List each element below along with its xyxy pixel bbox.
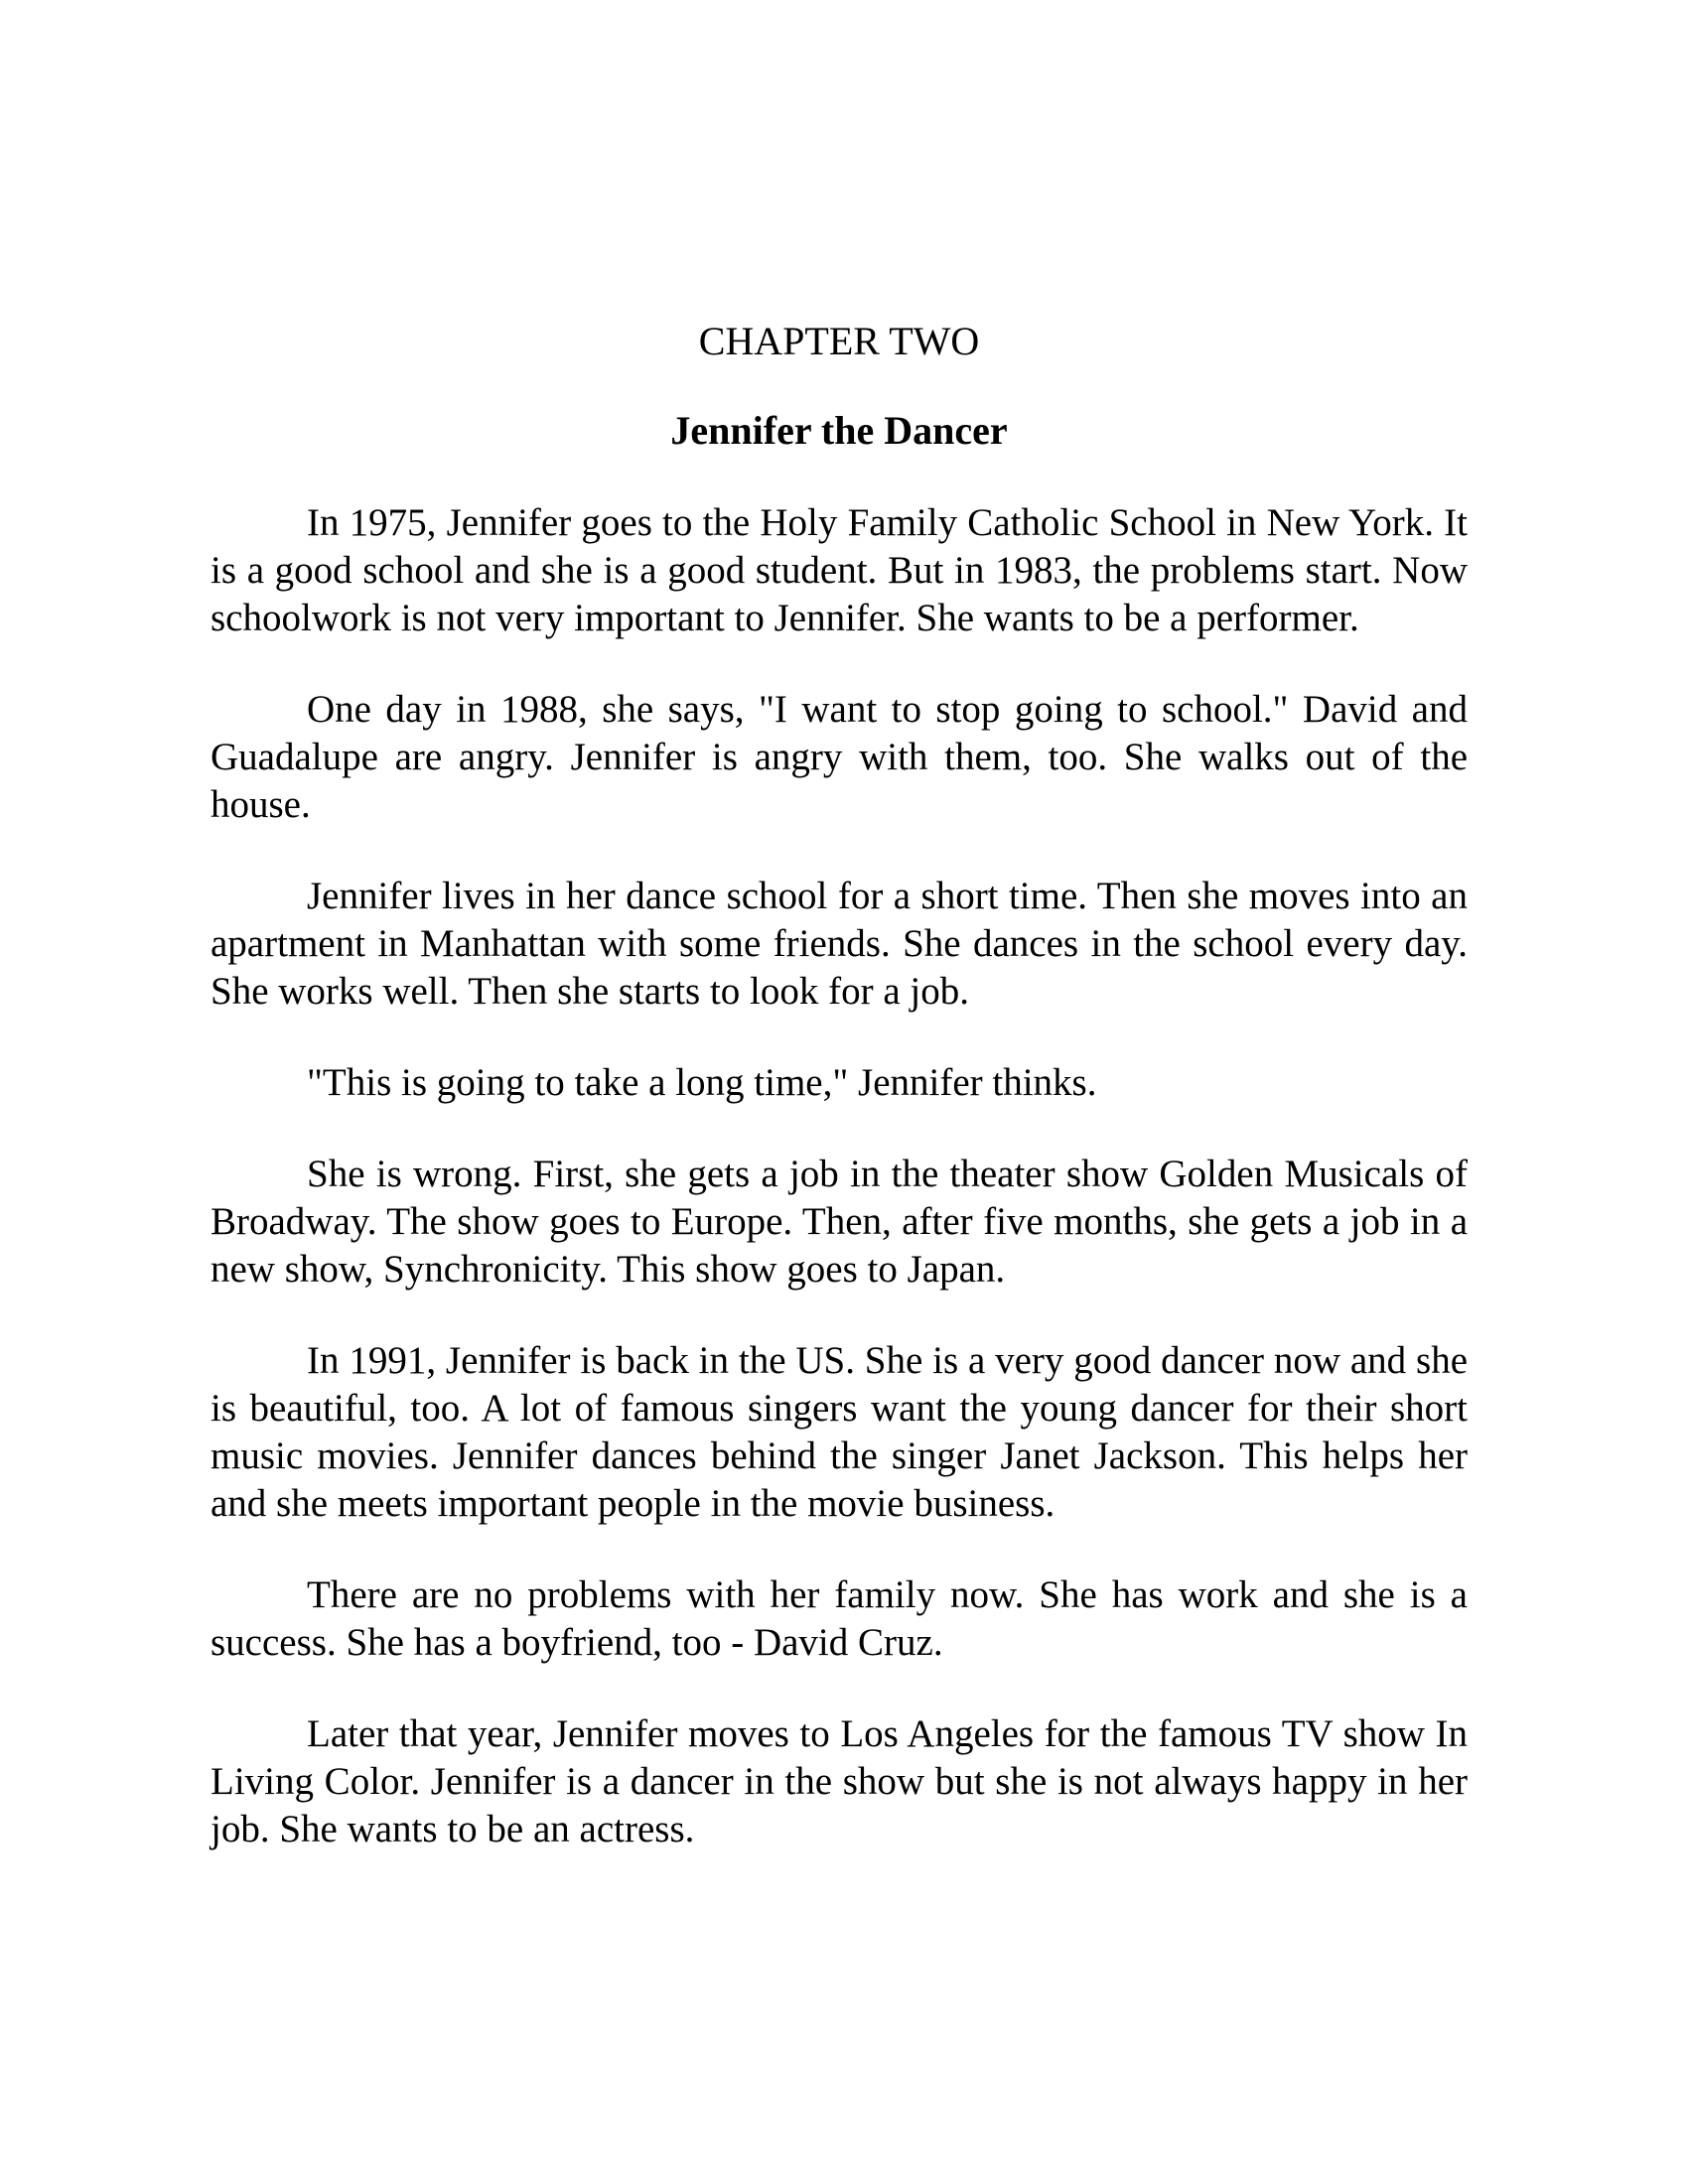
chapter-title: Jennifer the Dancer bbox=[670, 408, 1008, 453]
paragraph-8: Later that year, Jennifer moves to Los Angeles for the famous TV show In Living Color. Jennifer is a dancer in the show but she is not always happy in her job. She wants to be an actress. bbox=[211, 1712, 1468, 1850]
paragraph-6: In 1991, Jennifer is back in the US. She is a very good dancer now and she is beautiful, too. A lot of famous singers want the young dancer for their short music movies. Jennifer dances behind the singer Janet Jackson. This helps her and she meets important people in the movie business. bbox=[211, 1339, 1468, 1525]
paragraph-2: One day in 1988, she says, "I want to stop going to school." David and Guadalupe are angry. Jennifer is angry with them, too. She walks out of the house. bbox=[211, 688, 1468, 826]
paragraph-4: "This is going to take a long time," Jennifer thinks. bbox=[307, 1061, 1097, 1104]
document-page bbox=[211, 318, 1468, 1897]
paragraph-5: She is wrong. First, she gets a job in the theater show Golden Musicals of Broadway. The show goes to Europe. Then, after five months, she gets a job in a new show, Synchronicity. This show goes to Japan. bbox=[211, 1153, 1468, 1291]
paragraph-3: Jennifer lives in her dance school for a short time. Then she moves into an apartment in Manhattan with some friends. She dances in the school every day. She works well. Then she starts to look for a job. bbox=[211, 875, 1468, 1013]
paragraph-1: In 1975, Jennifer goes to the Holy Family Catholic School in New York. It is a good school and she is a good student. But in 1983, the problems start. Now schoolwork is not very important to Jennifer. She wants to be a performer. bbox=[211, 501, 1468, 639]
chapter-label: CHAPTER TWO bbox=[698, 319, 980, 363]
paragraph-7: There are no problems with her family now. She has work and she is a success. She has a boyfriend, too - David Cruz. bbox=[211, 1573, 1468, 1664]
